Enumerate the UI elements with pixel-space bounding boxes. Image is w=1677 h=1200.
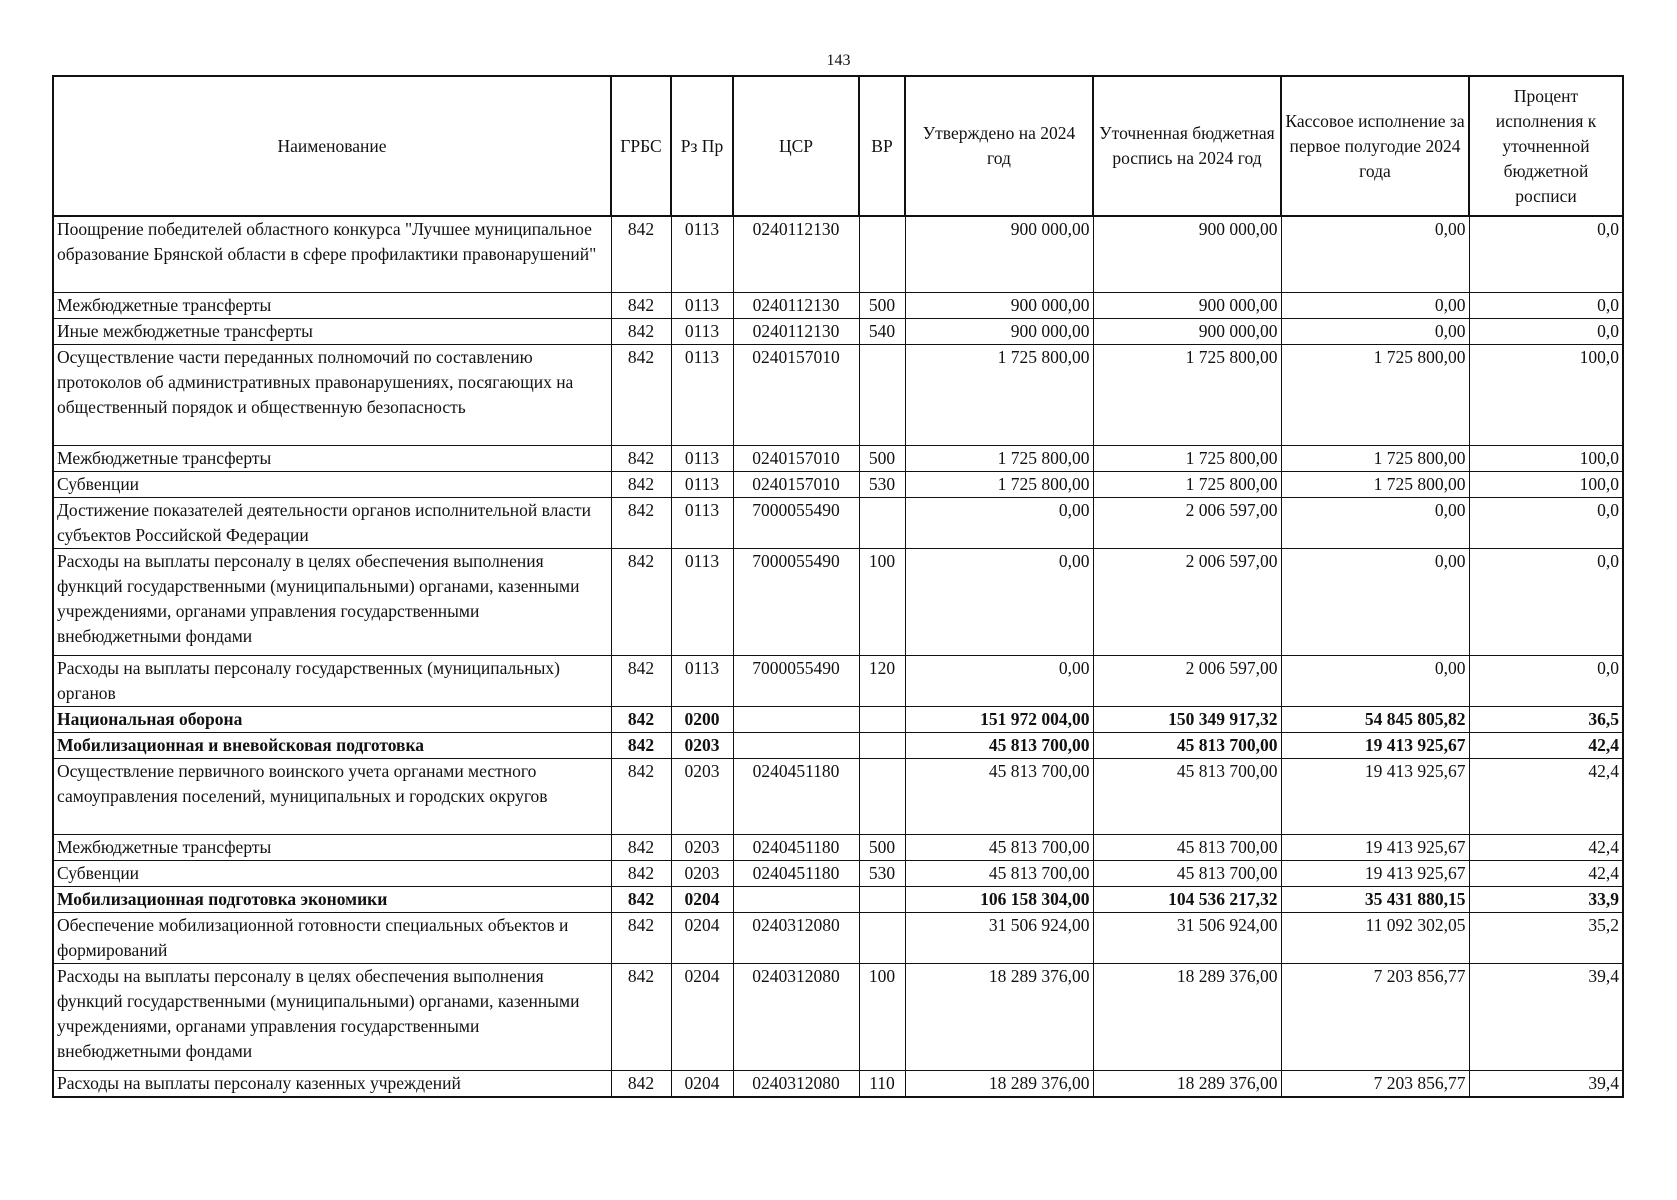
cell-grbs: 842 <box>611 446 671 472</box>
cell-cash: 19 413 925,67 <box>1281 835 1469 861</box>
cell-csr: 7000055490 <box>733 549 859 656</box>
cell-name: Национальная оборона <box>53 707 611 733</box>
cell-approved: 0,00 <box>905 549 1093 656</box>
cell-grbs: 842 <box>611 345 671 446</box>
table-row <box>53 293 1623 319</box>
cell-name: Обеспечение мобилизационной готовности специальных объектов и формирований <box>53 913 611 964</box>
cell-cash: 0,00 <box>1281 216 1469 293</box>
table-row <box>53 472 1623 498</box>
cell-cash: 0,00 <box>1281 498 1469 549</box>
cell-refined: 104 536 217,32 <box>1093 887 1281 913</box>
table-header-row <box>53 76 1623 216</box>
cell-refined: 1 725 800,00 <box>1093 472 1281 498</box>
table-row <box>53 887 1623 913</box>
cell-vr: 530 <box>859 472 905 498</box>
cell-name: Расходы на выплаты персоналу в целях обеспечения выполнения функций государственными (муниципальными) органами, казенными учреждениями, органами управления государственными внебюджетными фондами <box>53 964 611 1071</box>
header-approved: Утверждено на 2024 год <box>905 76 1093 216</box>
cell-cash: 19 413 925,67 <box>1281 733 1469 759</box>
cell-approved: 0,00 <box>905 656 1093 707</box>
cell-name: Расходы на выплаты персоналу государственных (муниципальных) органов <box>53 656 611 707</box>
cell-rzpr: 0203 <box>671 733 733 759</box>
cell-refined: 2 006 597,00 <box>1093 656 1281 707</box>
cell-approved: 45 813 700,00 <box>905 733 1093 759</box>
cell-grbs: 842 <box>611 293 671 319</box>
cell-approved: 900 000,00 <box>905 216 1093 293</box>
cell-name: Межбюджетные трансферты <box>53 446 611 472</box>
cell-vr: 120 <box>859 656 905 707</box>
cell-percent: 0,0 <box>1469 293 1623 319</box>
cell-name: Субвенции <box>53 861 611 887</box>
cell-vr: 110 <box>859 1071 905 1098</box>
cell-percent: 42,4 <box>1469 861 1623 887</box>
cell-cash: 0,00 <box>1281 319 1469 345</box>
cell-vr <box>859 759 905 835</box>
cell-vr: 500 <box>859 835 905 861</box>
table-row <box>53 549 1623 656</box>
cell-vr: 500 <box>859 293 905 319</box>
cell-vr <box>859 498 905 549</box>
cell-rzpr: 0113 <box>671 656 733 707</box>
cell-percent: 42,4 <box>1469 733 1623 759</box>
table-row <box>53 656 1623 707</box>
cell-percent: 39,4 <box>1469 964 1623 1071</box>
cell-name: Мобилизационная подготовка экономики <box>53 887 611 913</box>
table-row <box>53 498 1623 549</box>
cell-grbs: 842 <box>611 707 671 733</box>
cell-refined: 1 725 800,00 <box>1093 345 1281 446</box>
cell-percent: 0,0 <box>1469 656 1623 707</box>
cell-percent: 0,0 <box>1469 549 1623 656</box>
table-row <box>53 319 1623 345</box>
cell-vr <box>859 913 905 964</box>
cell-grbs: 842 <box>611 835 671 861</box>
cell-vr <box>859 345 905 446</box>
table-row <box>53 964 1623 1071</box>
cell-refined: 45 813 700,00 <box>1093 759 1281 835</box>
cell-name: Расходы на выплаты персоналу в целях обеспечения выполнения функций государственными (муниципальными) органами, казенными учреждениями, органами управления государственными внебюджетными фондами <box>53 549 611 656</box>
cell-cash: 19 413 925,67 <box>1281 861 1469 887</box>
cell-vr <box>859 707 905 733</box>
cell-rzpr: 0113 <box>671 549 733 656</box>
cell-grbs: 842 <box>611 656 671 707</box>
cell-rzpr: 0113 <box>671 446 733 472</box>
cell-cash: 0,00 <box>1281 656 1469 707</box>
cell-vr <box>859 733 905 759</box>
cell-csr: 7000055490 <box>733 498 859 549</box>
cell-csr: 0240312080 <box>733 964 859 1071</box>
budget-table <box>52 75 1624 1098</box>
cell-vr: 530 <box>859 861 905 887</box>
table-row <box>53 835 1623 861</box>
cell-cash: 54 845 805,82 <box>1281 707 1469 733</box>
cell-csr: 0240312080 <box>733 913 859 964</box>
cell-rzpr: 0113 <box>671 345 733 446</box>
cell-rzpr: 0203 <box>671 861 733 887</box>
cell-rzpr: 0203 <box>671 835 733 861</box>
table-row <box>53 913 1623 964</box>
cell-refined: 900 000,00 <box>1093 216 1281 293</box>
cell-approved: 900 000,00 <box>905 319 1093 345</box>
header-vr: ВР <box>859 76 905 216</box>
header-refined: Уточненная бюджетная роспись на 2024 год <box>1093 76 1281 216</box>
cell-refined: 18 289 376,00 <box>1093 964 1281 1071</box>
cell-name: Мобилизационная и вневойсковая подготовка <box>53 733 611 759</box>
table-row <box>53 759 1623 835</box>
cell-approved: 45 813 700,00 <box>905 861 1093 887</box>
cell-vr: 100 <box>859 549 905 656</box>
cell-percent: 42,4 <box>1469 835 1623 861</box>
cell-cash: 11 092 302,05 <box>1281 913 1469 964</box>
cell-rzpr: 0204 <box>671 964 733 1071</box>
cell-name: Иные межбюджетные трансферты <box>53 319 611 345</box>
cell-approved: 18 289 376,00 <box>905 964 1093 1071</box>
table-body <box>53 216 1623 1097</box>
cell-rzpr: 0113 <box>671 216 733 293</box>
cell-rzpr: 0203 <box>671 759 733 835</box>
cell-refined: 1 725 800,00 <box>1093 446 1281 472</box>
cell-grbs: 842 <box>611 733 671 759</box>
cell-percent: 100,0 <box>1469 472 1623 498</box>
cell-grbs: 842 <box>611 913 671 964</box>
cell-approved: 1 725 800,00 <box>905 446 1093 472</box>
cell-cash: 0,00 <box>1281 549 1469 656</box>
cell-refined: 18 289 376,00 <box>1093 1071 1281 1098</box>
cell-rzpr: 0113 <box>671 293 733 319</box>
cell-vr: 540 <box>859 319 905 345</box>
cell-approved: 0,00 <box>905 498 1093 549</box>
cell-percent: 0,0 <box>1469 498 1623 549</box>
cell-csr: 0240312080 <box>733 1071 859 1098</box>
cell-cash: 1 725 800,00 <box>1281 472 1469 498</box>
cell-percent: 0,0 <box>1469 216 1623 293</box>
cell-approved: 18 289 376,00 <box>905 1071 1093 1098</box>
cell-name: Межбюджетные трансферты <box>53 293 611 319</box>
cell-csr: 0240451180 <box>733 861 859 887</box>
cell-grbs: 842 <box>611 549 671 656</box>
cell-rzpr: 0204 <box>671 1071 733 1098</box>
cell-approved: 900 000,00 <box>905 293 1093 319</box>
cell-percent: 39,4 <box>1469 1071 1623 1098</box>
cell-grbs: 842 <box>611 319 671 345</box>
header-csr: ЦСР <box>733 76 859 216</box>
cell-name: Осуществление первичного воинского учета органами местного самоуправления поселений, муниципальных и городских округов <box>53 759 611 835</box>
cell-rzpr: 0113 <box>671 472 733 498</box>
cell-grbs: 842 <box>611 759 671 835</box>
cell-grbs: 842 <box>611 472 671 498</box>
cell-grbs: 842 <box>611 1071 671 1098</box>
cell-vr: 100 <box>859 964 905 1071</box>
cell-csr: 7000055490 <box>733 656 859 707</box>
table-row <box>53 216 1623 293</box>
cell-approved: 1 725 800,00 <box>905 345 1093 446</box>
cell-rzpr: 0200 <box>671 707 733 733</box>
cell-refined: 45 813 700,00 <box>1093 733 1281 759</box>
header-name: Наименование <box>53 76 611 216</box>
header-grbs: ГРБС <box>611 76 671 216</box>
cell-rzpr: 0204 <box>671 913 733 964</box>
cell-refined: 45 813 700,00 <box>1093 835 1281 861</box>
table-row <box>53 861 1623 887</box>
cell-csr: 0240451180 <box>733 835 859 861</box>
cell-name: Субвенции <box>53 472 611 498</box>
cell-rzpr: 0204 <box>671 887 733 913</box>
cell-csr: 0240157010 <box>733 345 859 446</box>
cell-refined: 2 006 597,00 <box>1093 498 1281 549</box>
table-row <box>53 1071 1623 1098</box>
cell-grbs: 842 <box>611 861 671 887</box>
cell-approved: 45 813 700,00 <box>905 759 1093 835</box>
cell-csr <box>733 887 859 913</box>
cell-name: Межбюджетные трансферты <box>53 835 611 861</box>
cell-vr <box>859 216 905 293</box>
cell-name: Осуществление части переданных полномочий по составлению протоколов об административных правонарушениях, посягающих на общественный порядок и общественную безопасность <box>53 345 611 446</box>
table-row <box>53 446 1623 472</box>
cell-approved: 31 506 924,00 <box>905 913 1093 964</box>
cell-refined: 45 813 700,00 <box>1093 861 1281 887</box>
cell-percent: 35,2 <box>1469 913 1623 964</box>
page-number: 143 <box>826 52 851 69</box>
cell-percent: 42,4 <box>1469 759 1623 835</box>
cell-refined: 2 006 597,00 <box>1093 549 1281 656</box>
cell-percent: 100,0 <box>1469 345 1623 446</box>
header-cash: Кассовое исполнение за первое полугодие 2024 года <box>1281 76 1469 216</box>
cell-percent: 33,9 <box>1469 887 1623 913</box>
cell-rzpr: 0113 <box>671 319 733 345</box>
cell-rzpr: 0113 <box>671 498 733 549</box>
cell-grbs: 842 <box>611 498 671 549</box>
cell-grbs: 842 <box>611 216 671 293</box>
table-row <box>53 733 1623 759</box>
cell-csr: 0240451180 <box>733 759 859 835</box>
cell-cash: 1 725 800,00 <box>1281 446 1469 472</box>
cell-name: Поощрение победителей областного конкурса "Лучшее муниципальное образование Брянской области в сфере профилактики правонарушений" <box>53 216 611 293</box>
cell-cash: 7 203 856,77 <box>1281 1071 1469 1098</box>
table-row <box>53 345 1623 446</box>
cell-refined: 900 000,00 <box>1093 293 1281 319</box>
cell-cash: 19 413 925,67 <box>1281 759 1469 835</box>
cell-refined: 900 000,00 <box>1093 319 1281 345</box>
cell-csr <box>733 707 859 733</box>
cell-percent: 36,5 <box>1469 707 1623 733</box>
cell-vr: 500 <box>859 446 905 472</box>
header-percent: Процент исполнения к уточненной бюджетной росписи <box>1469 76 1623 216</box>
cell-vr <box>859 887 905 913</box>
cell-csr: 0240112130 <box>733 216 859 293</box>
cell-refined: 31 506 924,00 <box>1093 913 1281 964</box>
cell-name: Достижение показателей деятельности органов исполнительной власти субъектов Российской Федерации <box>53 498 611 549</box>
cell-approved: 106 158 304,00 <box>905 887 1093 913</box>
cell-csr: 0240157010 <box>733 472 859 498</box>
cell-cash: 0,00 <box>1281 293 1469 319</box>
cell-name: Расходы на выплаты персоналу казенных учреждений <box>53 1071 611 1098</box>
cell-percent: 0,0 <box>1469 319 1623 345</box>
cell-cash: 35 431 880,15 <box>1281 887 1469 913</box>
cell-percent: 100,0 <box>1469 446 1623 472</box>
cell-refined: 150 349 917,32 <box>1093 707 1281 733</box>
cell-approved: 151 972 004,00 <box>905 707 1093 733</box>
cell-csr <box>733 733 859 759</box>
cell-approved: 45 813 700,00 <box>905 835 1093 861</box>
cell-cash: 7 203 856,77 <box>1281 964 1469 1071</box>
table-row <box>53 707 1623 733</box>
cell-csr: 0240112130 <box>733 293 859 319</box>
cell-grbs: 842 <box>611 964 671 1071</box>
header-rzpr: Рз Пр <box>671 76 733 216</box>
cell-csr: 0240157010 <box>733 446 859 472</box>
cell-grbs: 842 <box>611 887 671 913</box>
cell-approved: 1 725 800,00 <box>905 472 1093 498</box>
cell-csr: 0240112130 <box>733 319 859 345</box>
cell-cash: 1 725 800,00 <box>1281 345 1469 446</box>
